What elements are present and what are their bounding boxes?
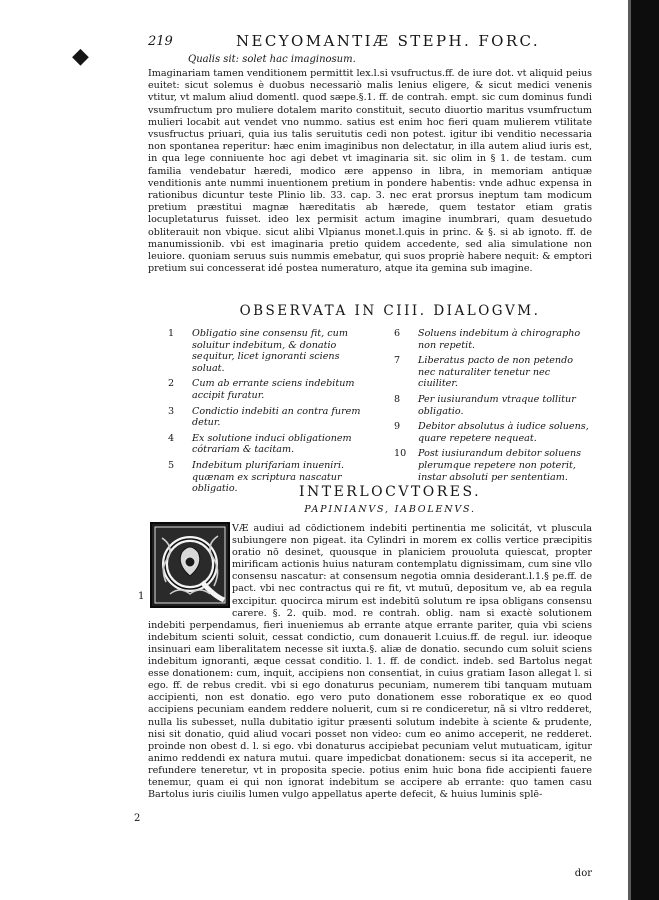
- observation-number: 9: [394, 421, 401, 433]
- observation-number: 3: [168, 405, 175, 417]
- observation-item: [394, 355, 590, 390]
- catchword: dor: [574, 868, 592, 879]
- observation-item: [168, 328, 364, 374]
- intro-heading: Qualis sit: solet hac imaginosum.: [188, 54, 356, 65]
- observation-number: 6: [394, 328, 401, 339]
- observation-item: [394, 328, 590, 351]
- observation-number: 5: [168, 459, 175, 471]
- book-page: [134, 28, 592, 888]
- running-head: [148, 28, 592, 54]
- observation-text: Ex solutione induci obligationem cótrariam & tacitam.: [192, 432, 352, 456]
- observation-text: Indebitum plurifariam inueniri. quænam ex scriptura nascatur obligatio.: [192, 459, 345, 495]
- observation-number: 8: [394, 393, 401, 405]
- margin-number: 1: [138, 591, 145, 602]
- observation-item: [394, 448, 590, 483]
- observation-text: Obligatio sine consensu fit, cum soluitur indebitum, & donatio sequitur, licet ignoranti sciens soluat.: [192, 328, 348, 374]
- observation-text: Debitor absolutus à iudice soluens, quare repetere nequeat.: [418, 421, 589, 444]
- observation-number: 7: [394, 355, 401, 367]
- observation-number: 10: [394, 448, 407, 460]
- paragraph-2: [148, 523, 592, 801]
- observation-text: Cum ab errante sciens indebitum accipit furatur.: [192, 378, 355, 401]
- observation-number: 1: [168, 328, 175, 339]
- initial-spacer: [148, 523, 232, 609]
- observation-text: Soluens indebitum à chirographo non repetit.: [418, 328, 581, 351]
- observation-item: [168, 378, 364, 401]
- observation-item: [168, 406, 364, 429]
- observation-item: [168, 433, 364, 456]
- observation-item: [394, 421, 590, 444]
- observation-item: [394, 394, 590, 417]
- speakers-line: PAPINIANVS, IABOLENVS.: [304, 504, 476, 515]
- observation-number: 2: [168, 378, 175, 390]
- scan-dark-edge: [631, 0, 659, 900]
- paragraph-1: Imaginariam tamen venditionem permittit lex.l.si vsufructus.ff. de iure dot. vt aliquid peius euitet: sicut solemus è duobus necessariò malis lenius eligere, & sicut medici venenis vtitur, vt malum aliud domentl. quod sæpe.§.1. ff. de contrah. empt. sic cum dominus fundi vsumfructum pro muliere dotalem marito constituit, secuto diuortio maritus vsumfructum mulieri locabit aut vendet vno nummo. satius est enim hoc fieri quam mulierem vtilitate vsusfructus priuari, quia ius talis seruitutis cedi non potest. igitur ibi venditio necessaria non spontanea reperitur: hæc enim imaginibus non delectatur, in illa autem aliud iuris est, in qua lege conniuente hoc agi debet vt imaginaria sit. sic olim in § 1. de testam. cum familia vendebatur hæredi, modico ære appenso in libra, in memoriam antiquæ venditionis ante nummi inuentionem pretium in pondere habentis: vnde adhuc expensa in rationibus dicuntur teste Plinio lib. 33. cap. 3. nec erat prorsus ineptum tam modicum pretium præstitui magnæ hæreditatis ab hærede, quem testator etiam gratis locupletaturus fuisset. ideo lex permisit actum imagine inumbrari, quam desuetudo obliterauit non vbique. sicut alibi Vlpianus monet.l.quis in princ. & §. si ab ignoto. ff. de manumissionib. vbi est imaginaria pretio quidem accedente, sed alia simulatione non leuiore. quoniam seruus suis nummis emebatur, qui suos propriè habere nequit: & emptori pretium sui concesserat idé postea numeraturo, atque ita gemina sub imagine.: [148, 68, 592, 275]
- paragraph-2-text: VÆ audiui ad cōdictionem indebiti pertinentia me solicitát, vt pluscula subiungere non pigeat. ita Cylindri in morem ex collis vertice præcipitis oratio nō desinet, quousque in planiciem prouoluta quiescat, propter mirificam actionis huius naturam contemplatu dignissimam, cum sine vllo consensu nascatur: at consensum negotia omnia desiderant.l.1.§ pe.ff. de pact. vbi nec contractus qui re fit, vt mutuū, depositum ve, ab ea regula excipitur. quocirca mirum est indebitū solutum re ipsa obligans consensu carere. §. 2. quib. mod. re contrah. oblig. nam si exactè solutionem indebiti perpendamus, fieri inueniemus ab errante atque errante pariter, quia vbi sciens indebitum scienti soluit, cessat condictio, cum donauerit l.cuius.ff. de regul. iur. ideoque insinuari eam liberalitatem necesse sit iuxta.§. aliæ de donatio. secundo cum soluit sciens indebitum ignoranti, æque cessat conditio. l. 1. ff. de condict. indeb. sed Bartolus negat esse donationem: cum, inquit, accipiens non consentiat, in cuius gratiam Iason allegat l. si ego. ff. de rebus credit. vbi si ego donaturus pecuniam, numerem tibi tanquam mutuam accipienti, non est donatio. ego vero puto donationem esse roboratique ex eo quod accipiens pecuniam eandem reddere noluerit, cum si re condiceretur, nã si vltro redderet, nulla lis subesset, nulla dubitatio igitur præsenti solutum indebite à sciente & prudente, nisi sit donatio, quid aliud vocari posset non video: cum eo animo acceperit, ne redderet. proinde non obest d. l. si ego. vbi donaturus accipiebat pecuniam velut mutuaticam, igitur animo reddendi ex natura mutui. quare impedicbat donationem: secus si ita acceperit, ne refundere teneretur, vt in proposita specie. potius enim huic bona fide accipienti fauere tenemur, quam ei qui non ignorat indebitum se accipere ab errante: quo tamen casu Bartolus iuris ciuilis lumen vulgo appellatus aperte defecit, & huius luminis splē-: [148, 523, 592, 801]
- page-number: 219: [148, 34, 173, 49]
- observation-text: Post iusiurandum debitor soluens plerumque repetere non poterit, instar absoluti per sententiam.: [418, 448, 582, 483]
- observation-number: 4: [168, 432, 175, 444]
- observation-text: Condictio indebiti an contra furem detur.: [192, 405, 361, 429]
- observations-left-column: [168, 328, 364, 499]
- margin-bullet-mark: ◆: [72, 44, 89, 69]
- interlocutors-title: INTERLOCVTORES.: [298, 484, 482, 500]
- observation-text: Per iusiurandum vtraque tollitur obligatio.: [418, 393, 576, 417]
- observations-right-column: [394, 328, 590, 487]
- running-title: NECYOMANTIÆ STEPH. FORC.: [236, 32, 541, 50]
- margin-number: 2: [134, 813, 141, 824]
- observation-text: Liberatus pacto de non petendo nec naturaliter tenetur nec ciuiliter.: [418, 355, 573, 390]
- section-title: OBSERVATA IN CIII. DIALOGVM.: [239, 303, 541, 319]
